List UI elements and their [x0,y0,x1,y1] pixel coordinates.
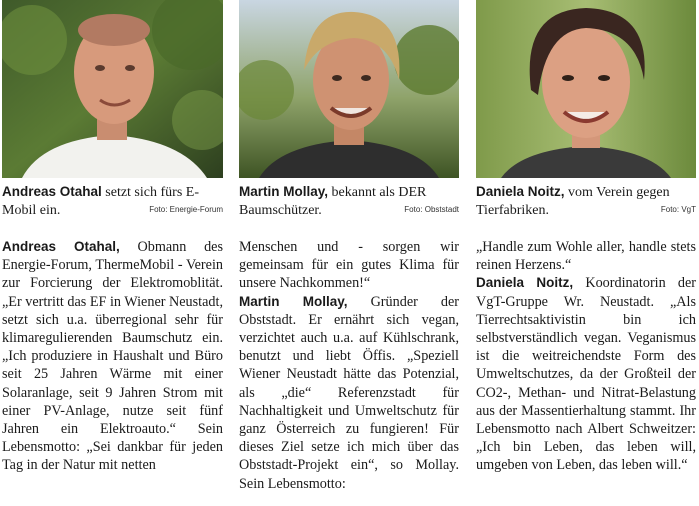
body-name: Daniela Noitz, [476,275,574,291]
body-lead-paragraph: „Handle zum Wohle aller, handle stets reinen Herzens.“ [476,239,696,274]
body-paragraph [476,274,696,474]
photo-credit: Foto: Energie-Forum [149,205,223,214]
body-text: Gründer der Obststadt. Er ernährt sich vegan, verzichtet auch u.a. auf Kühlschrank, benutzt und liebt Öffis. „Speziell Wiener Neustadt hätte das Potenzial, als „die“ Referenzstadt für Nachhaltigkeit und Umweltschutz für ganz Österreich zu fungieren! Für dieses Ziel setze ich mich über das Obststadt-Projekt ein“, so Mollay. Sein Lebensmotto: [239,293,459,492]
caption-text: setzt sich fürs E-Mobil ein. [2,185,199,218]
photo-caption [476,183,696,223]
portrait-photo-martin-mollay [239,0,459,178]
caption-name: Andreas Otahal [2,184,102,199]
body-text: Koordinatorin der VgT-Gruppe Wr. Neustadt. „Als Tierrechtsaktivistin bin ich selbstverständlich vegan. Veganismus ist die weitreichendste Form des Umweltschutzes, da der Großteil der CO2-, Methan- und Nitrat-Belastung aus der Massentierhaltung stammt. Ihr Lebensmotto nach Albert Schweitzer: „Ich bin Leben, das leben will, umgeben von Leben, das leben will.“ [476,275,697,474]
body-paragraph [2,238,223,475]
article-body [2,238,223,475]
portrait-image [239,0,459,178]
photo-caption [239,183,459,223]
portrait-image [476,0,696,178]
body-text: Obmann des Energie-Forum, ThermeMobil - Verein zur Forcierung der Elektromoblität. „Er vertritt das EF in Wiener Neustadt, setzt sich u.a. überregional sehr für klimaregulierenden Baumschutz ein. „Ich produziere in Haushalt und Büro seit 25 Jahren Wärme mit einer Solaranlage, seit 9 Jahren Strom mit einer PV-Anlage, nutze seit fünf Jahren ein Elektroauto.“ Sein Lebensmotto: „Sei dankbar für jeden Tag in der Natur mit netten [2,239,223,474]
caption-text: vom Verein gegen Tierfabriken. [476,185,670,218]
caption-name: Daniela Noitz, [476,184,565,199]
body-name: Andreas Otahal, [2,239,120,254]
photo-credit: Foto: Obststadt [404,205,459,214]
caption-name: Martin Mollay, [239,184,329,199]
body-lead-paragraph: Menschen und - sorgen wir gemeinsam für ein gutes Klima für unsere Nachkommen!“ [239,239,459,292]
portrait-photo-andreas-otahal [2,0,223,178]
body-paragraph [239,293,459,493]
portrait-photo-daniela-noitz [476,0,696,178]
photo-caption [2,183,223,223]
portrait-image [2,0,223,178]
photo-credit: Foto: VgT [660,205,696,214]
caption-text: bekannt als DER Baumschützer. [239,185,427,218]
body-name: Martin Mollay, [239,293,348,309]
article-body [239,238,459,493]
article-body [476,238,696,475]
